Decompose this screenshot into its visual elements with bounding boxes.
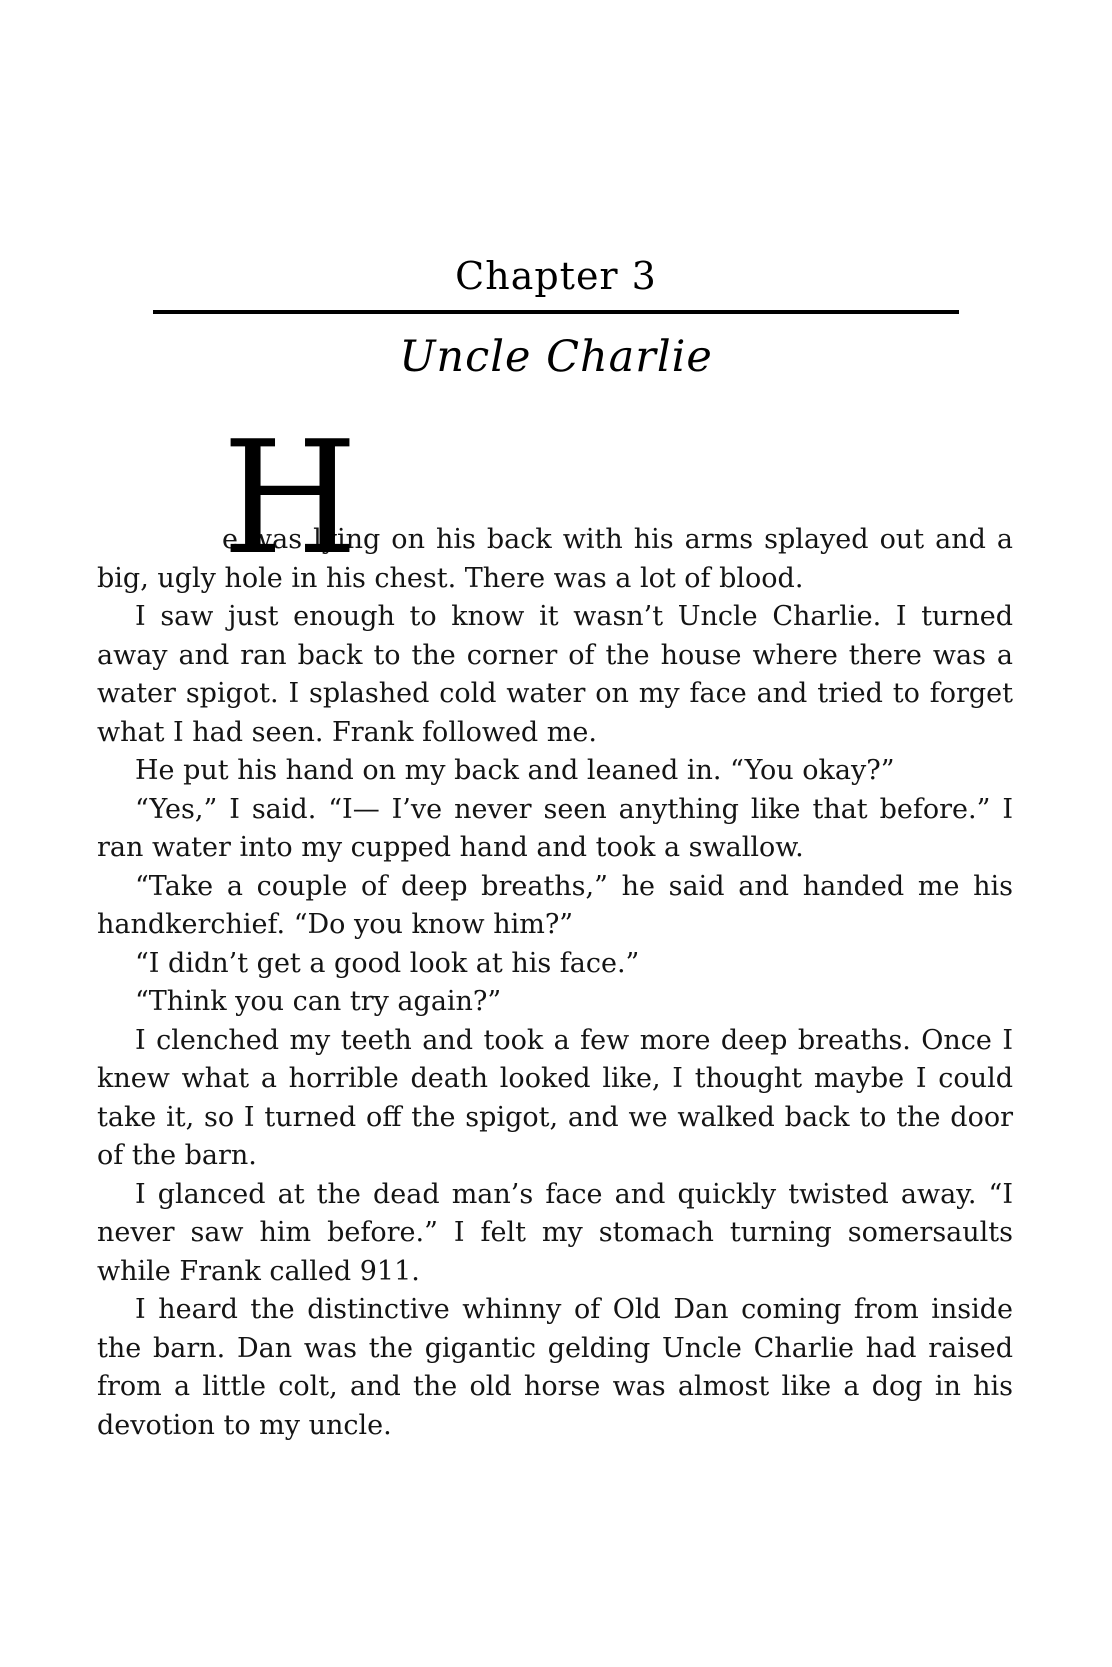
body-paragraph: “Take a couple of deep breaths,” he said and handed me his handkerchief. “Do you know him?” <box>97 870 1013 940</box>
body-paragraph: “Think you can try again?” <box>135 986 502 1017</box>
body-paragraph: I clenched my teeth and took a few more deep breaths. Once I knew what a horrible death looked like, I thought maybe I could take it, so I turned off the spigot, and we walked back to the door of the barn. <box>97 1024 1013 1171</box>
body-paragraph: H e was lying on his back with his arms splayed out and a big, ugly hole in his chest. There was a lot of blood. <box>97 407 1013 594</box>
body-paragraph: I saw just enough to know it wasn’t Uncle Charlie. I turned away and ran back to the corner of the house where there was a water spigot. I splashed cold water on my face and tried to forget what I had seen. Frank followed me. <box>97 601 1013 748</box>
body-paragraph: He put his hand on my back and leaned in. “You okay?” <box>135 755 895 786</box>
chapter-number-heading: Chapter 3 <box>455 254 657 298</box>
chapter-header <box>0 254 1112 383</box>
body-paragraph: I glanced at the dead man’s face and quickly twisted away. “I never saw him before.” I felt my stomach turning somersaults while Frank called 911. <box>97 1178 1013 1287</box>
chapter-divider-rule <box>153 310 959 314</box>
body-paragraph: I heard the distinctive whinny of Old Dan coming from inside the barn. Dan was the gigantic gelding Uncle Charlie had raised from a little colt, and the old horse was almost like a dog in his devotion to my uncle. <box>97 1294 1013 1441</box>
body-paragraph: “I didn’t get a good look at his face.” <box>135 947 640 979</box>
drop-cap: H <box>222 407 359 589</box>
body-text <box>97 407 1013 1445</box>
body-paragraph: “Yes,” I said. “I— I’ve never seen anything like that before.” I ran water into my cupped hand and took a swallow. <box>97 793 1013 863</box>
chapter-title-heading: Uncle Charlie <box>399 331 713 382</box>
